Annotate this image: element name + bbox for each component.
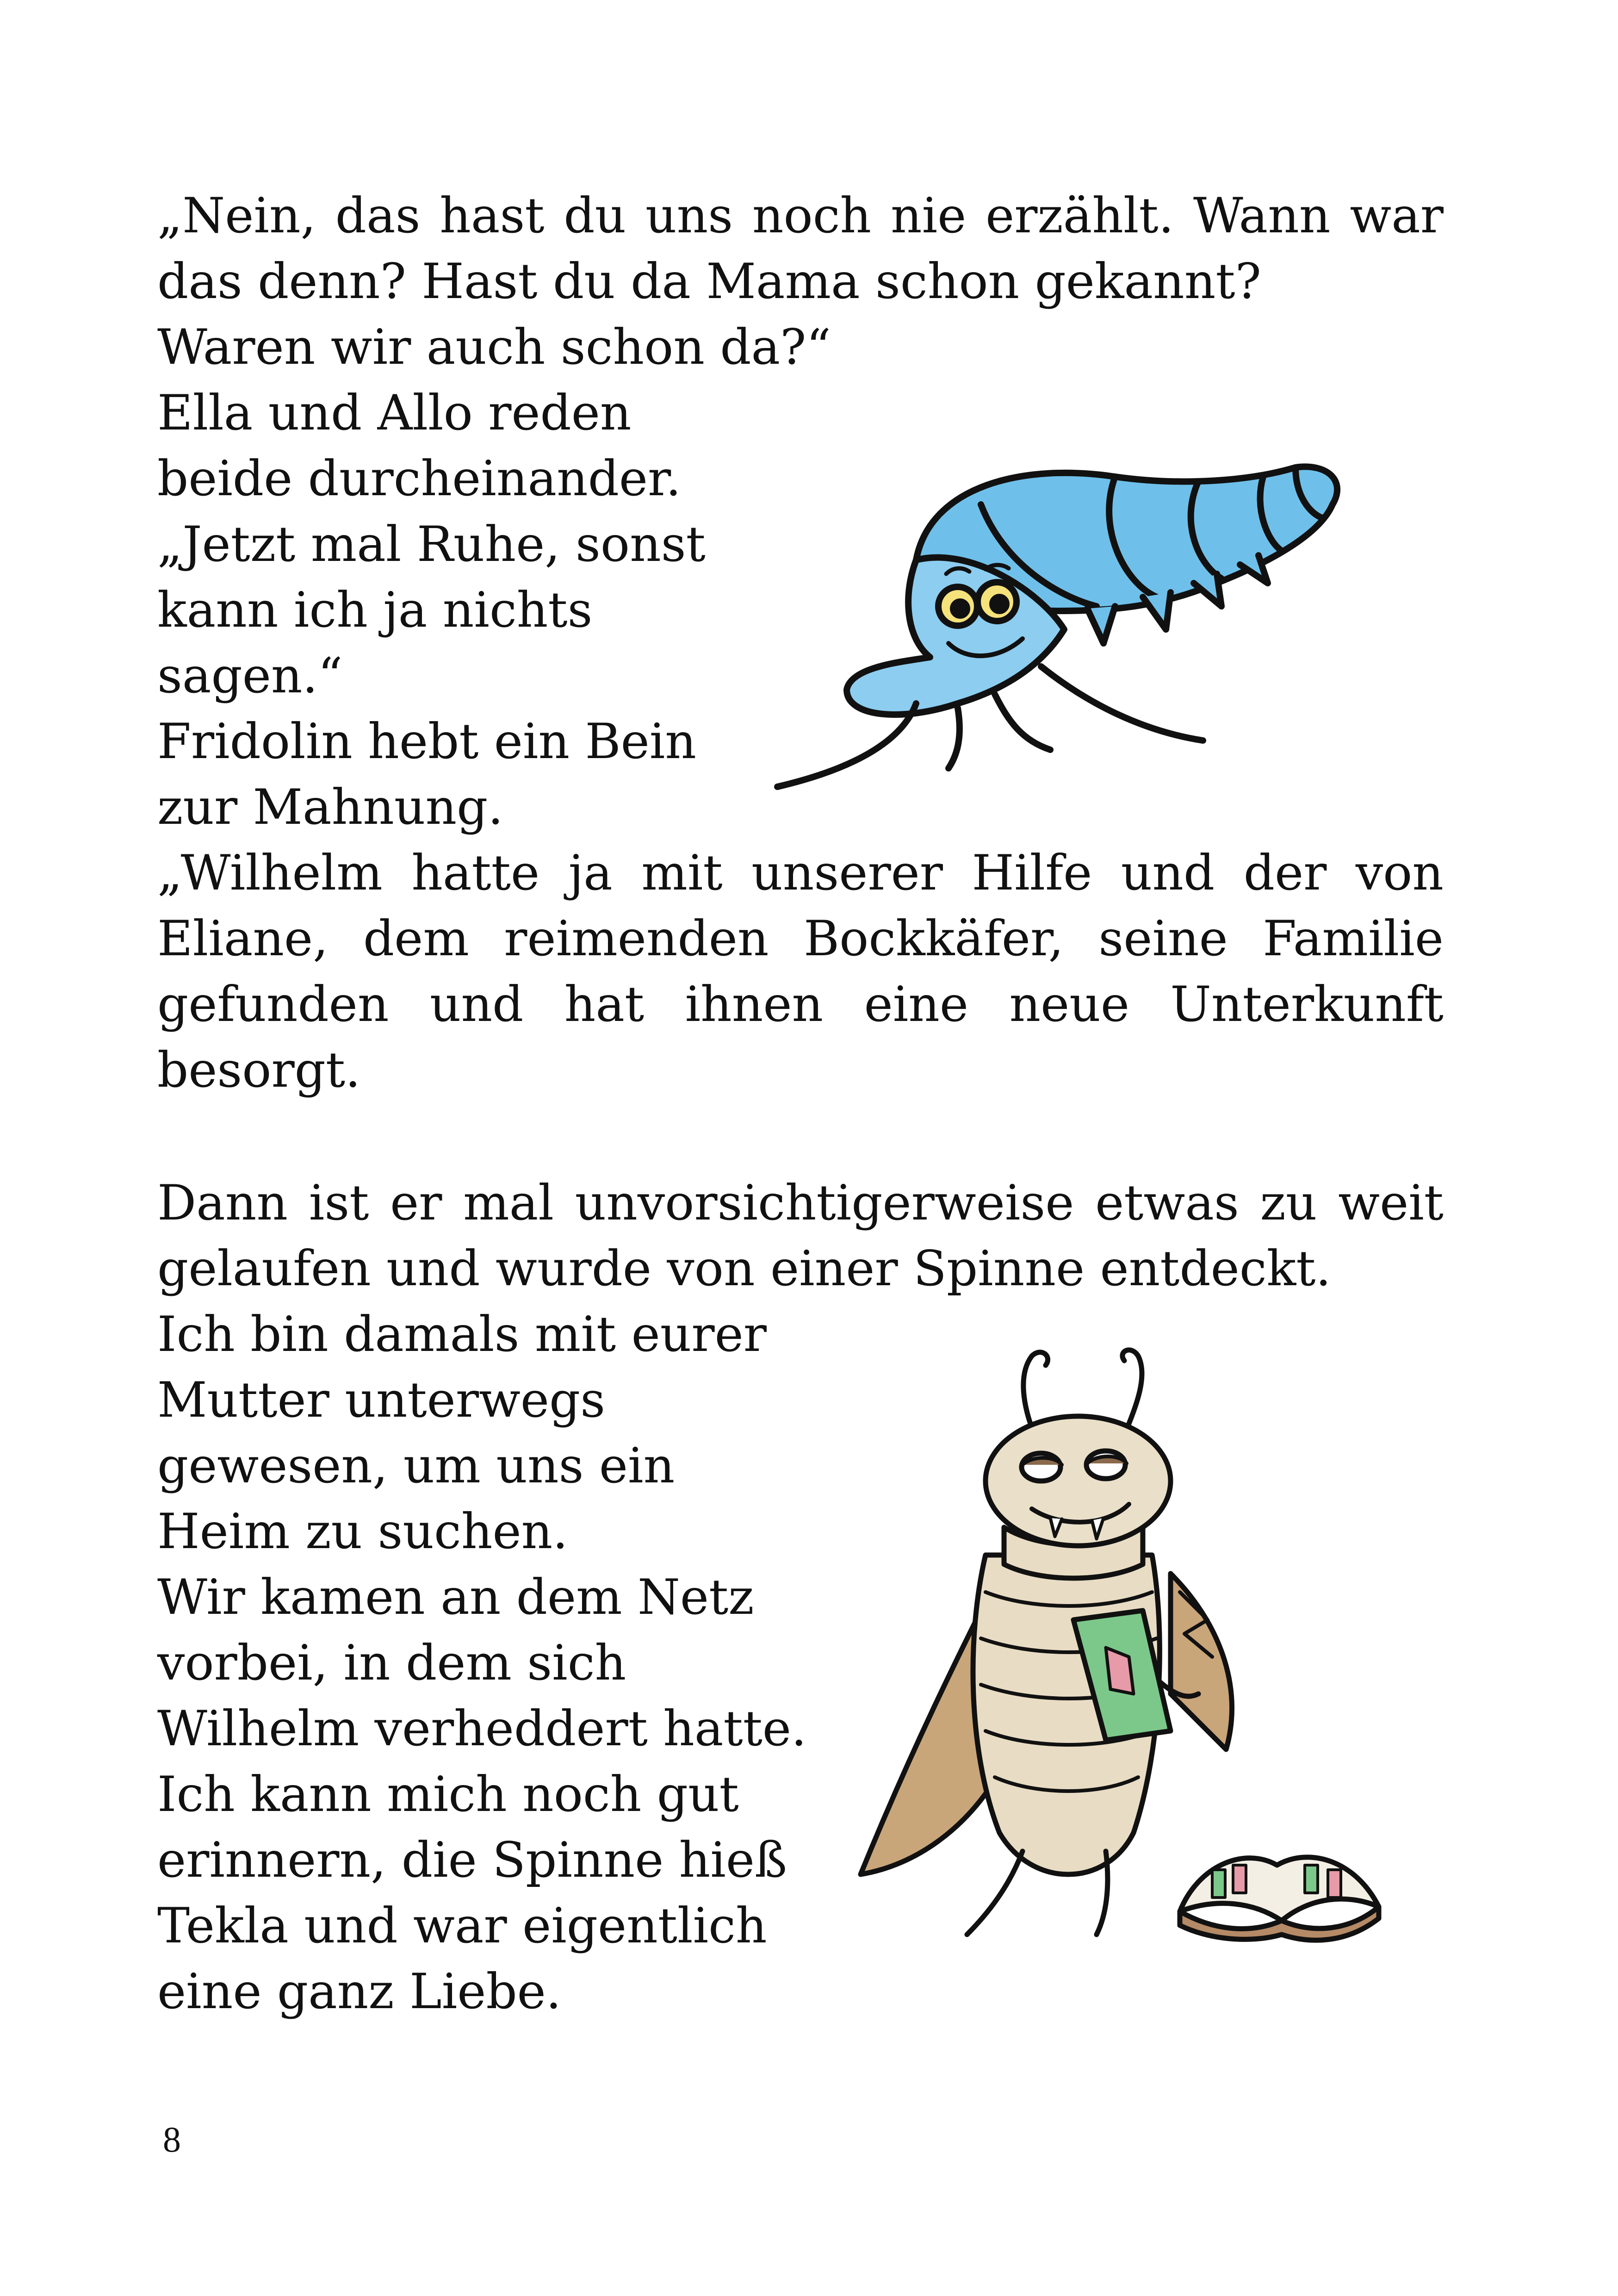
text-line: sagen.“ — [157, 647, 343, 704]
text-line: Ich bin damals mit eurer — [157, 1306, 767, 1363]
text-line: kann ich ja nichts — [157, 582, 593, 638]
text-line: Waren wir auch schon da?“ — [157, 319, 831, 375]
text-line: erinnern, die Spinne hieß — [157, 1832, 787, 1888]
snail-illustration — [763, 444, 1420, 815]
text-line: besorgt. — [157, 1042, 361, 1098]
text-line: beide durcheinander. — [157, 450, 682, 507]
text-line: Tekla und war eigentlich — [157, 1898, 767, 1954]
text-line: eine ganz Liebe. — [157, 1963, 562, 2020]
text-line: zur Mahnung. — [157, 779, 503, 835]
text-line: Wilhelm verheddert hatte. — [157, 1700, 807, 1757]
text-line: Ella und Allo reden — [157, 385, 632, 441]
page-number: 8 — [163, 2119, 181, 2159]
text-line: Mutter unterwegs — [157, 1372, 606, 1428]
text-line: Heim zu suchen. — [157, 1503, 568, 1560]
text-line: „Nein, das hast du uns noch nie erzählt. Wann war — [157, 187, 1444, 244]
text-line: „Wilhelm hatte ja mit unserer Hilfe und der von — [157, 845, 1444, 901]
text-line: Ich kann mich noch gut — [157, 1766, 739, 1823]
text-line: gefunden und hat ihnen eine neue Unterkunft — [157, 976, 1444, 1033]
text-line: Fridolin hebt ein Bein — [157, 713, 696, 770]
text-line: Eliane, dem reimenden Bockkäfer, seine Familie — [157, 910, 1444, 967]
beetle-illustration — [847, 1333, 1402, 1981]
text-line: „Jetzt mal Ruhe, sonst — [157, 516, 706, 572]
text-line: gelaufen und wurde von einer Spinne entdeckt. — [157, 1240, 1331, 1297]
text-line: Dann ist er mal unvorsichtigerweise etwas zu weit — [157, 1175, 1444, 1231]
text-line: vorbei, in dem sich — [157, 1635, 626, 1691]
text-line: Wir kamen an dem Netz — [157, 1569, 754, 1625]
text-line: das denn? Hast du da Mama schon gekannt? — [157, 253, 1261, 310]
text-line: gewesen, um uns ein — [157, 1437, 675, 1494]
